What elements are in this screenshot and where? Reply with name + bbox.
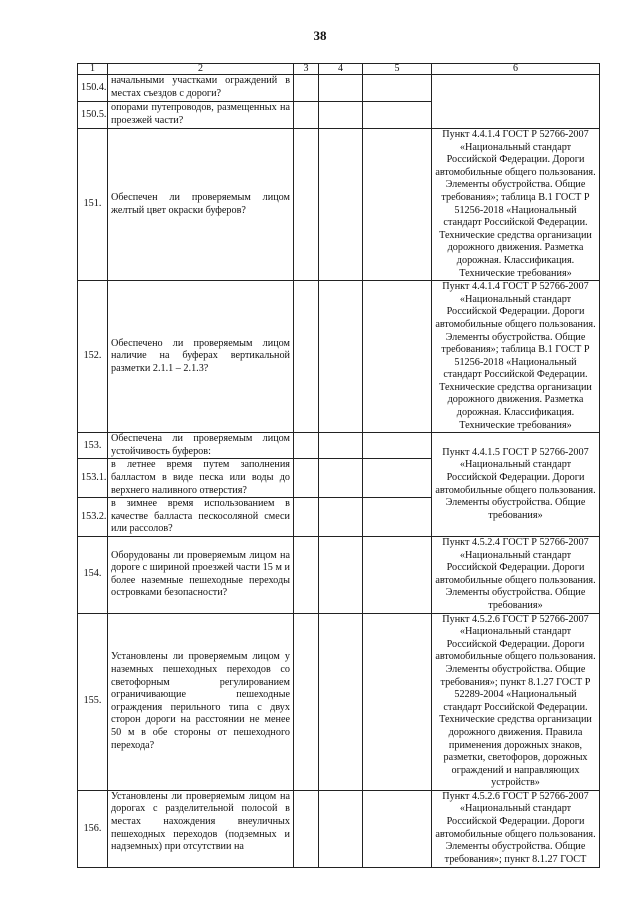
empty-cell [319,537,363,614]
reference-cell: Пункт 4.5.2.4 ГОСТ Р 52766-2007 «Национальный стандарт Российской Федерации. Дороги автомобильные общего пользования. Элементы обустройства. Общие требования» [432,537,600,614]
row-number: 153. [78,433,108,459]
empty-cell [319,498,363,537]
empty-cell [363,281,432,433]
reference-cell: Пункт 4.4.1.4 ГОСТ Р 52766-2007 «Национальный стандарт Российской Федерации. Дороги автомобильные общего пользования. Элементы обустройства. Общие требования»; таблица В.1 ГОСТ Р 51256-2018 «Национальный стандарт Российской Федерации. Технические средства организации дорожного движения. Разметка дорожная. Классификация. Технические требования» [432,129,600,281]
row-number: 154. [78,537,108,614]
row-number: 150.5. [78,102,108,129]
empty-cell [363,129,432,281]
empty-cell [319,459,363,498]
empty-cell [294,498,319,537]
header-cell: 4 [319,64,363,75]
empty-cell [363,498,432,537]
requirement-text: Обеспечена ли проверяемым лицом устойчивость буферов: [108,433,294,459]
requirement-text: Оборудованы ли проверяемым лицом на дороге с шириной проезжей части 15 м и более наземные пешеходные переходы островками безопасности? [108,537,294,614]
empty-cell [294,790,319,867]
header-cell: 3 [294,64,319,75]
requirement-text: в зимнее время использованием в качестве балласта пескосоляной смеси или рассолов? [108,498,294,537]
empty-cell [363,537,432,614]
empty-cell [294,459,319,498]
reference-cell: Пункт 4.4.1.4 ГОСТ Р 52766-2007 «Национальный стандарт Российской Федерации. Дороги автомобильные общего пользования. Элементы обустройства. Общие требования»; таблица В.1 ГОСТ Р 51256-2018 «Национальный стандарт Российской Федерации. Технические средства организации дорожного движения. Разметка дорожная. Классификация. Технические требования» [432,281,600,433]
row-number: 151. [78,129,108,281]
empty-cell [363,433,432,459]
table-row [78,613,600,790]
table-row [78,75,600,102]
empty-cell [294,613,319,790]
empty-cell [294,537,319,614]
empty-cell [294,75,319,102]
row-number: 153.2. [78,498,108,537]
header-cell: 5 [363,64,432,75]
empty-cell [363,613,432,790]
reference-cell [432,75,600,129]
empty-cell [294,433,319,459]
requirement-text: в летнее время путем заполнения балластом в виде песка или воды до верхнего наливного отверстия? [108,459,294,498]
empty-cell [319,129,363,281]
page-number: 38 [313,28,327,43]
header-row [78,64,600,75]
requirement-text: опорами путепроводов, размещенных на проезжей части? [108,102,294,129]
empty-cell [294,281,319,433]
requirement-text: Обеспечен ли проверяемым лицом желтый цвет окраски буферов? [108,129,294,281]
empty-cell [319,75,363,102]
empty-cell [319,790,363,867]
row-number: 152. [78,281,108,433]
empty-cell [363,75,432,102]
header-cell: 6 [432,64,600,75]
requirement-text: Установлены ли проверяемым лицом на дорогах с разделительной полосой в местах нахождения внеуличных пешеходных переходов (подземных и надземных) при отсутствии на [108,790,294,867]
table-row [78,537,600,614]
empty-cell [319,102,363,129]
table-row [78,790,600,867]
requirement-text: Установлены ли проверяемым лицом у наземных пешеходных переходов со светофорным регулированием ограничивающие пешеходные ограждения перильного типа с двух сторон дороги на расстоянии не менее 50 м в обе стороны от пешеходного перехода? [108,613,294,790]
row-number: 155. [78,613,108,790]
checklist-table [77,63,600,868]
header-cell: 2 [108,64,294,75]
row-number: 153.1. [78,459,108,498]
table-row [78,129,600,281]
table-row [78,281,600,433]
header-cell: 1 [78,64,108,75]
empty-cell [319,433,363,459]
row-number: 150.4. [78,75,108,102]
reference-cell: Пункт 4.5.2.6 ГОСТ Р 52766-2007 «Национальный стандарт Российской Федерации. Дороги автомобильные общего пользования. Элементы обустройства. Общие требования»; пункт 8.1.27 ГОСТ [432,790,600,867]
empty-cell [294,129,319,281]
reference-cell: Пункт 4.5.2.6 ГОСТ Р 52766-2007 «Национальный стандарт Российской Федерации. Дороги автомобильные общего пользования. Элементы обустройства. Общие требования»; пункт 8.1.27 ГОСТ Р 52289-2004 «Национальный стандарт Российской Федерации. Технические средства организации дорожного движения. Правила применения дорожных знаков, разметки, светофоров, дорожных ограждений и направляющих устройств» [432,613,600,790]
empty-cell [363,790,432,867]
empty-cell [363,459,432,498]
row-number: 156. [78,790,108,867]
requirement-text: начальными участками ограждений в местах съездов с дороги? [108,75,294,102]
table-row [78,433,600,459]
empty-cell [319,281,363,433]
reference-cell: Пункт 4.4.1.5 ГОСТ Р 52766-2007 «Национальный стандарт Российской Федерации. Дороги автомобильные общего пользования. Элементы обустройства. Общие требования» [432,433,600,537]
requirement-text: Обеспечено ли проверяемым лицом наличие на буферах вертикальной разметки 2.1.1 – 2.1.3? [108,281,294,433]
empty-cell [363,102,432,129]
empty-cell [294,102,319,129]
empty-cell [319,613,363,790]
